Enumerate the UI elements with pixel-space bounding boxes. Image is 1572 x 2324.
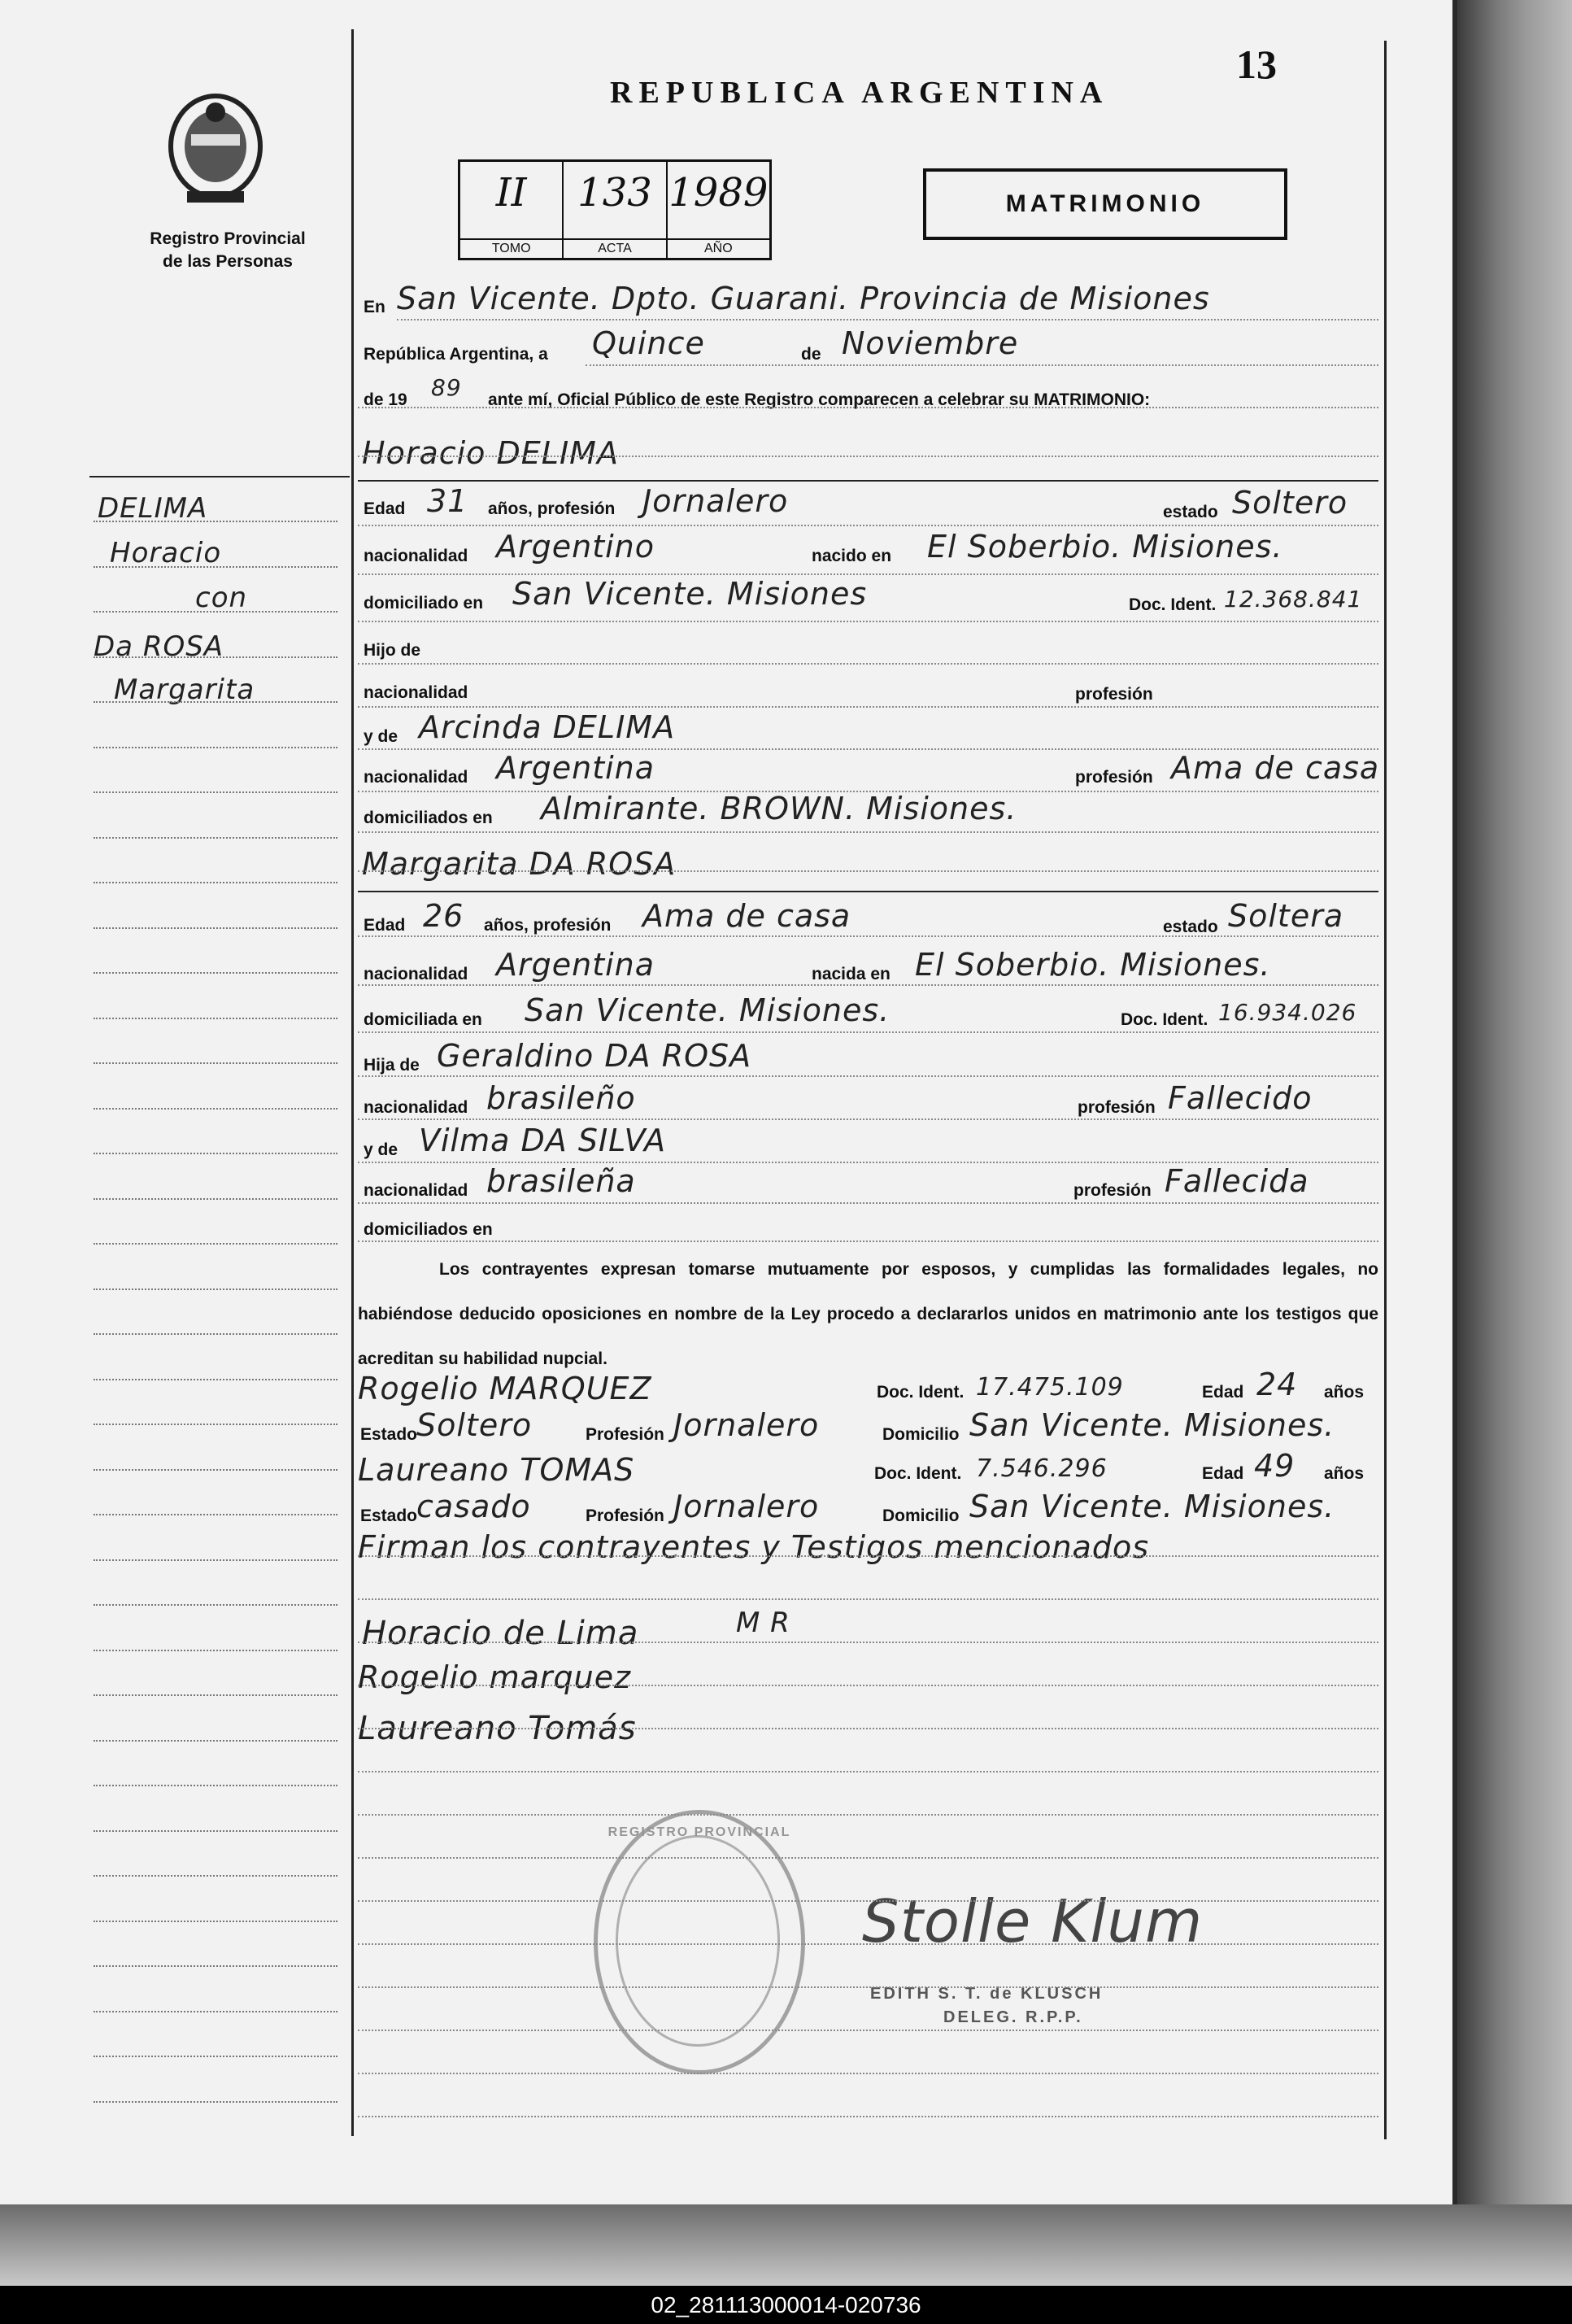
margin-dotted-rule (94, 1559, 337, 1561)
bride-yde-label: y de (364, 1140, 398, 1159)
margin-note-line-2: Horacio (110, 537, 222, 569)
groom-nacido-label: nacido en (812, 547, 892, 565)
body-dotted-rule (358, 984, 1378, 986)
groom-estado: Soltero (1232, 485, 1348, 521)
margin-dotted-rule (94, 521, 337, 522)
groom-age: 31 (427, 483, 468, 519)
tomo-label: TOMO (460, 238, 562, 256)
acta-value: 133 (577, 170, 652, 216)
bride-hija-label: Hija de (364, 1056, 420, 1075)
witness2-doc-label: Doc. Ident. (874, 1464, 962, 1483)
witness2-domicile: San Vicente. Misiones. (969, 1489, 1335, 1524)
margin-dotted-rule (94, 1062, 337, 1064)
bride-father-profession: Fallecido (1168, 1080, 1313, 1116)
body-dotted-rule (358, 870, 1378, 872)
margin-dotted-rule (94, 1333, 337, 1335)
groom-mother-nationality: Argentina (496, 750, 655, 786)
bride-mother-nac-label: nacionalidad (364, 1181, 468, 1200)
body-dotted-rule (358, 1598, 1378, 1600)
groom-rule (358, 480, 1378, 482)
ano-cell (668, 162, 769, 258)
witness2-domicilio-label: Domicilio (882, 1506, 960, 1525)
witness1-name: Rogelio MARQUEZ (358, 1371, 652, 1406)
bride-father: Geraldino DA ROSA (437, 1038, 752, 1074)
bride-profession-label: años, profesión (484, 916, 612, 935)
bride-parents-dom-label: domiciliados en (364, 1220, 493, 1239)
date-rule (586, 364, 1378, 366)
acta-cell (564, 162, 667, 258)
margin-dotted-rule (94, 2011, 337, 2012)
groom-mother-prof-label: profesión (1075, 768, 1153, 787)
body-dotted-rule (358, 1031, 1378, 1033)
groom-mother-nac-label: nacionalidad (364, 768, 468, 787)
bride-father-nationality: brasileño (486, 1080, 636, 1116)
witness2-edad-label: Edad (1202, 1464, 1244, 1483)
groom-name: Horacio DELIMA (362, 435, 619, 471)
witness2-profession: Jornalero (673, 1489, 820, 1524)
margin-dotted-rule (94, 1875, 337, 1877)
bride-father-prof-label: profesión (1078, 1098, 1156, 1117)
margin-dotted-rule (94, 1288, 337, 1290)
bride-mother-nationality: brasileña (486, 1163, 636, 1199)
left-column-divider (351, 29, 354, 2136)
margin-dotted-rule (94, 2101, 337, 2103)
margin-dotted-rule (94, 882, 337, 883)
place-rule (397, 319, 1378, 320)
margin-dotted-rule (94, 1018, 337, 1019)
body-dotted-rule (358, 1685, 1378, 1686)
official-stamp-text: REGISTRO PROVINCIAL (607, 1825, 791, 1839)
ano-value: 1989 (668, 170, 769, 216)
closing-text: Firman los contrayentes y Testigos mencionados (358, 1529, 1150, 1565)
official-name-stamp-line-1: EDITH S. T. de KLUSCH (870, 1985, 1104, 2003)
margin-note-line-1: DELIMA (98, 492, 208, 525)
official-stamp (594, 1810, 805, 2074)
bride-edad-label: Edad (364, 916, 406, 935)
witness1-estado: Soltero (416, 1407, 533, 1443)
republica-label: República Argentina, a (364, 345, 548, 364)
witness1-age: 24 (1256, 1367, 1298, 1402)
margin-dotted-rule (94, 1424, 337, 1425)
page-number: 13 (1236, 41, 1277, 87)
margin-section-rule (89, 476, 350, 477)
body-dotted-rule (358, 525, 1378, 526)
margin-dotted-rule (94, 1740, 337, 1742)
margin-dotted-rule (94, 747, 337, 748)
de-label: de (801, 345, 821, 364)
witness1-domicile: San Vicente. Misiones. (969, 1407, 1335, 1443)
groom-nacionalidad-label: nacionalidad (364, 547, 468, 565)
groom-father-prof-label: profesión (1075, 685, 1153, 704)
bride-domicilio-label: domiciliada en (364, 1010, 482, 1029)
groom-hijo-label: Hijo de (364, 641, 421, 660)
margin-dotted-rule (94, 611, 337, 613)
signature-witness1: Rogelio marquez (358, 1659, 632, 1695)
groom-parents-dom-label: domiciliados en (364, 809, 493, 827)
body-dotted-rule (358, 2116, 1378, 2117)
margin-dotted-rule (94, 1830, 337, 1832)
groom-nationality: Argentino (496, 529, 655, 565)
place-value: San Vicente. Dpto. Guarani. Provincia de Misiones (397, 281, 1210, 316)
groom-mother: Arcinda DELIMA (419, 709, 676, 745)
image-caption: 02_281113000014-020736 (0, 2286, 1572, 2324)
margin-dotted-rule (94, 1785, 337, 1786)
body-dotted-rule (358, 1814, 1378, 1816)
bride-profession: Ama de casa (642, 898, 851, 934)
groom-doc-label: Doc. Ident. (1129, 595, 1217, 614)
bride-nacida-label: nacida en (812, 965, 891, 983)
registry-line-2: de las Personas (163, 252, 293, 271)
ano-label: AÑO (668, 238, 769, 256)
groom-edad-label: Edad (364, 499, 406, 518)
body-dotted-rule (358, 831, 1378, 833)
body-dotted-rule (358, 1555, 1378, 1557)
right-column-divider (1384, 41, 1387, 2139)
body-dotted-rule (358, 1728, 1378, 1729)
registry-name (122, 228, 333, 273)
coat-of-arms-logo (163, 89, 268, 211)
witness2-age: 49 (1254, 1448, 1295, 1484)
body-dotted-rule (358, 2073, 1378, 2074)
witness2-anos-label: años (1324, 1464, 1365, 1483)
witness1-doc-label: Doc. Ident. (877, 1383, 965, 1402)
bride-rule (358, 891, 1378, 892)
margin-dotted-rule (94, 1198, 337, 1200)
margin-dotted-rule (94, 1469, 337, 1471)
body-dotted-rule (358, 2030, 1378, 2031)
margin-dotted-rule (94, 2056, 337, 2057)
year-suffix: 89 (431, 374, 462, 401)
declaration-paragraph (358, 1247, 1378, 1381)
margin-dotted-rule (94, 837, 337, 839)
margin-dotted-rule (94, 1965, 337, 1967)
margin-dotted-rule (94, 1379, 337, 1380)
groom-estado-label: estado (1163, 503, 1218, 521)
groom-birthplace: El Soberbio. Misiones. (927, 529, 1283, 565)
margin-dotted-rule (94, 1243, 337, 1245)
matrimonio-box: MATRIMONIO (923, 168, 1287, 240)
margin-dotted-rule (94, 972, 337, 974)
body-dotted-rule (358, 1162, 1378, 1163)
bride-father-nac-label: nacionalidad (364, 1098, 468, 1117)
body-dotted-rule (358, 1857, 1378, 1859)
margin-dotted-rule (94, 566, 337, 568)
groom-domicilio-label: domiciliado en (364, 594, 484, 613)
official-stamp-inner (616, 1835, 780, 2047)
witness1-estado-label: Estado (360, 1425, 418, 1444)
margin-dotted-rule (94, 1153, 337, 1154)
statement-text: ante mí, Oficial Público de este Registro comparecen a celebrar su MATRIMONIO: (488, 390, 1151, 409)
bride-estado: Soltera (1228, 898, 1344, 934)
tomo-cell (460, 162, 564, 258)
witness2-profesion-label: Profesión (586, 1506, 664, 1525)
margin-dotted-rule (94, 1921, 337, 1922)
witness1-profesion-label: Profesión (586, 1425, 664, 1444)
groom-domicile: San Vicente. Misiones (512, 576, 868, 612)
book-spine (1457, 0, 1572, 2213)
witness1-edad-label: Edad (1202, 1383, 1244, 1402)
witness2-doc: 7.546.296 (976, 1454, 1108, 1483)
bride-estado-label: estado (1163, 918, 1218, 936)
bride-mother: Vilma DA SILVA (419, 1123, 666, 1158)
groom-parents-domicile: Almirante. BROWN. Misiones. (541, 791, 1017, 826)
margin-dotted-rule (94, 701, 337, 703)
body-dotted-rule (358, 1642, 1378, 1643)
body-dotted-rule (358, 1118, 1378, 1120)
margin-dotted-rule (94, 1650, 337, 1651)
groom-mother-profession: Ama de casa (1171, 750, 1380, 786)
witness2-estado: casado (416, 1489, 531, 1524)
body-dotted-rule (358, 791, 1378, 792)
body-dotted-rule (358, 573, 1378, 575)
body-dotted-rule (358, 1943, 1378, 1945)
groom-father-nac-label: nacionalidad (364, 683, 468, 702)
bride-mother-prof-label: profesión (1073, 1181, 1152, 1200)
body-dotted-rule (358, 935, 1378, 937)
witness1-doc: 17.475.109 (976, 1373, 1124, 1402)
groom-profession-label: años, profesión (488, 499, 616, 518)
body-dotted-rule (358, 456, 1378, 457)
witness2-estado-label: Estado (360, 1506, 418, 1525)
body-dotted-rule (358, 1986, 1378, 1988)
margin-dotted-rule (94, 1604, 337, 1606)
body-dotted-rule (358, 663, 1378, 665)
signature-official: Stolle Klum (862, 1887, 1204, 1956)
body-dotted-rule (358, 1240, 1378, 1242)
margin-dotted-rule (94, 927, 337, 929)
margin-note-line-4: Da ROSA (94, 630, 224, 663)
page-bottom-edge (0, 2204, 1572, 2286)
body-dotted-rule (358, 706, 1378, 708)
margin-dotted-rule (94, 791, 337, 793)
official-name-stamp (870, 1985, 1103, 2027)
groom-doc: 12.368.841 (1224, 586, 1363, 613)
signature-groom-mark: M R (736, 1607, 790, 1639)
margin-dotted-rule (94, 1694, 337, 1696)
witness2-name: Laureano TOMAS (358, 1452, 635, 1488)
bride-age: 26 (423, 898, 464, 934)
witness1-domicilio-label: Domicilio (882, 1425, 960, 1444)
margin-dotted-rule (94, 1514, 337, 1515)
groom-profession: Jornalero (642, 483, 789, 519)
body-dotted-rule (358, 1202, 1378, 1204)
witness1-profession: Jornalero (673, 1407, 820, 1443)
bride-mother-profession: Fallecida (1165, 1163, 1309, 1199)
bride-doc: 16.934.026 (1218, 999, 1357, 1026)
official-name-stamp-line-2: DELEG. R.P.P. (943, 2008, 1083, 2026)
margin-note-line-3: con (195, 582, 248, 614)
bride-name: Margarita DA ROSA (362, 846, 677, 882)
signature-groom: Horacio de Lima (362, 1615, 639, 1652)
margin-dotted-rule (94, 1108, 337, 1110)
tomo-value: II (495, 170, 527, 216)
declaration-text: Los contrayentes expresan tomarse mutuamente por esposos, y cumplidas las formalidades legales, no habiéndose deducido oposiciones en nombre de la Ley procedo a declararlos unidos en matrimonio ante los testigos que acreditan su habilidad nupcial. (358, 1260, 1378, 1368)
body-dotted-rule (358, 407, 1378, 408)
en-label: En (364, 298, 385, 316)
tomo-acta-ano-box (458, 159, 772, 260)
signature-witness2: Laureano Tomás (358, 1710, 637, 1747)
month-value: Noviembre (842, 325, 1019, 361)
registry-line-1: Registro Provincial (150, 229, 306, 248)
witness1-anos-label: años (1324, 1383, 1365, 1402)
acta-label: ACTA (564, 238, 665, 256)
body-dotted-rule (358, 748, 1378, 750)
bride-nationality: Argentina (496, 947, 655, 983)
page-title: REPUBLICA ARGENTINA (610, 76, 1109, 110)
bride-domicile: San Vicente. Misiones. (525, 992, 891, 1028)
body-dotted-rule (358, 1900, 1378, 1902)
body-dotted-rule (358, 1075, 1378, 1077)
groom-yde-label: y de (364, 727, 398, 746)
day-value: Quince (592, 325, 705, 361)
bride-nacionalidad-label: nacionalidad (364, 965, 468, 983)
body-dotted-rule (358, 1771, 1378, 1772)
margin-dotted-rule (94, 656, 337, 658)
bride-birthplace: El Soberbio. Misiones. (915, 947, 1271, 983)
margin-note-line-5: Margarita (114, 674, 255, 706)
year-prefix: de 19 (364, 390, 407, 409)
bride-doc-label: Doc. Ident. (1121, 1010, 1208, 1029)
body-dotted-rule (358, 621, 1378, 622)
